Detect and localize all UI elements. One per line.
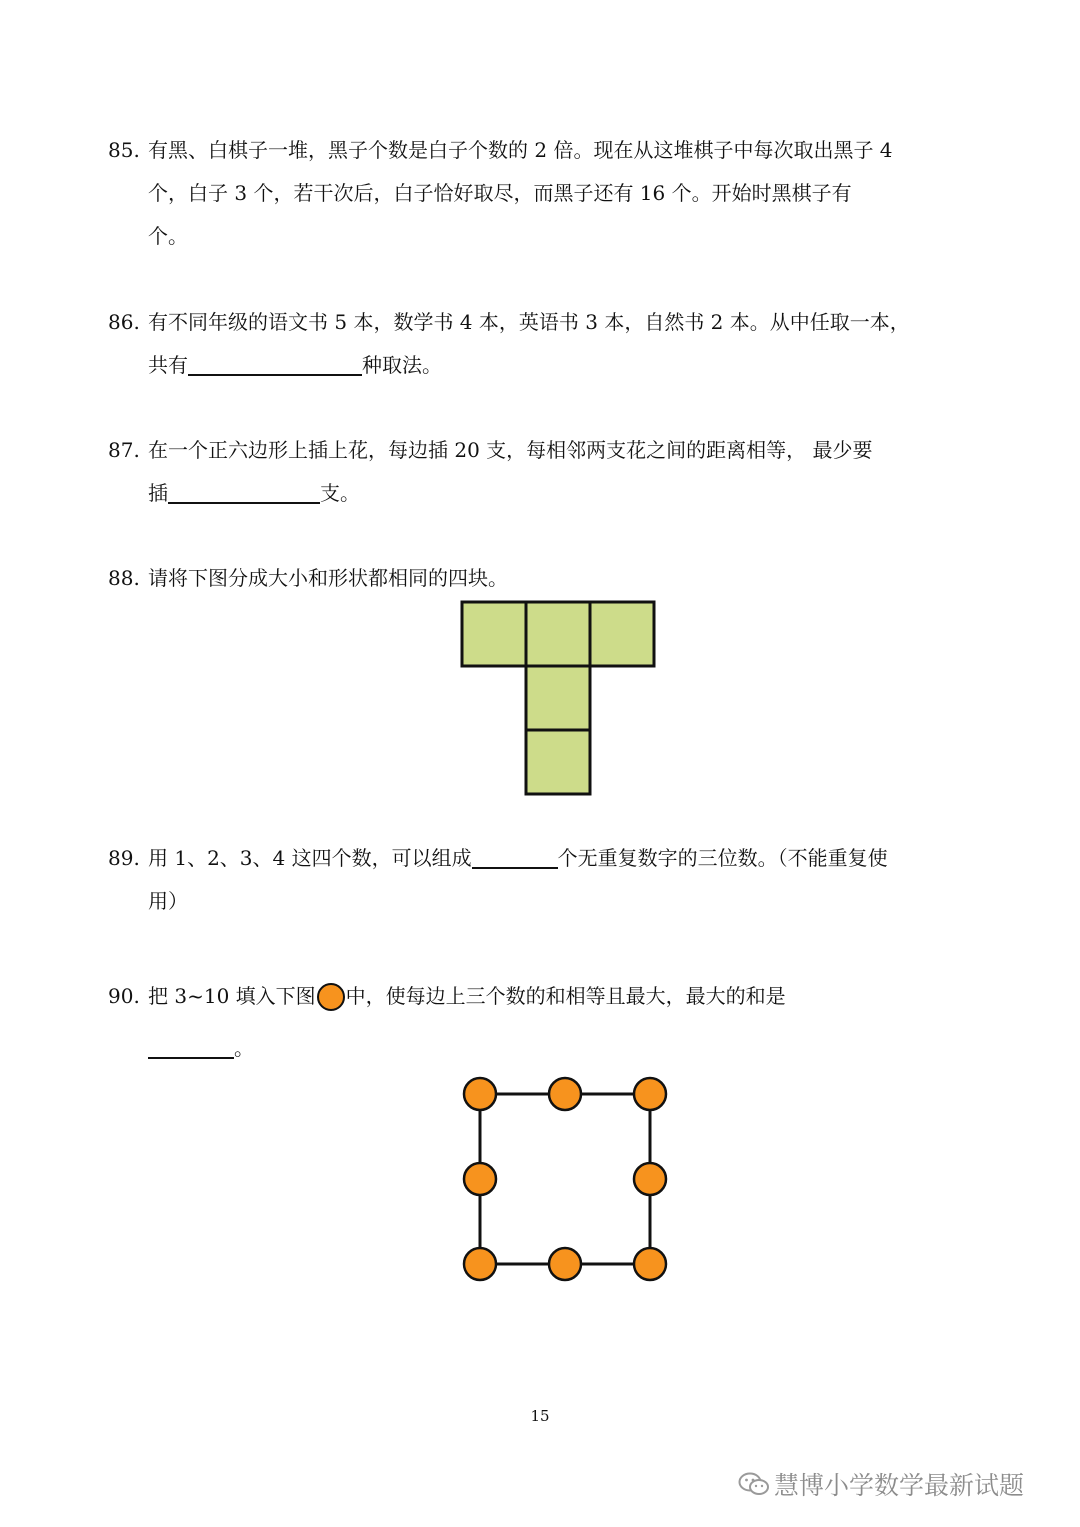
t-shape-figure (450, 590, 670, 810)
question-text: 。 (234, 1036, 254, 1060)
node-circle[interactable] (464, 1248, 496, 1280)
question-text: 个。 (148, 224, 188, 248)
question-number: 86. (108, 310, 140, 334)
question-85 (108, 129, 968, 258)
question-text: 请将下图分成大小和形状都相同的四块。 (148, 566, 508, 590)
question-text: 有黑、白棋子一堆，黑子个数是白子个数的 2 倍。现在从这堆棋子中每次取出黑子 4 (148, 138, 893, 162)
question-text: 在一个正六边形上插上花，每边插 20 支，每相邻两支花之间的距离相等， 最少要 (148, 438, 873, 462)
answer-blank[interactable] (472, 845, 558, 869)
wechat-icon (738, 1471, 770, 1497)
t-cell-top-left (462, 602, 526, 666)
square-outline (480, 1094, 650, 1264)
page-number: 15 (530, 1407, 550, 1425)
question-text: 用 1、2、3、4 这四个数，可以组成 (148, 846, 472, 870)
question-text: 中，使每边上三个数的和相等且最大，最大的和是 (345, 984, 786, 1008)
t-cell-stem-upper (526, 666, 590, 730)
question-text: 用） (148, 889, 188, 913)
t-cell-stem-lower (526, 730, 590, 794)
question-text: 把 3~10 填入下图 (148, 984, 316, 1008)
question-89 (108, 837, 968, 923)
answer-blank[interactable] (168, 480, 320, 504)
question-text: 支。 (320, 481, 360, 505)
answer-blank[interactable] (148, 1035, 234, 1059)
question-number: 90. (108, 984, 140, 1008)
node-circle[interactable] (549, 1078, 581, 1110)
question-90 (108, 975, 968, 1070)
node-circle[interactable] (464, 1163, 496, 1195)
t-shape (462, 602, 654, 794)
question-text: 种取法。 (362, 353, 442, 377)
question-number: 85. (108, 138, 140, 162)
question-text: 有不同年级的语文书 5 本，数学书 4 本，英语书 3 本，自然书 2 本。从中任取一本， (148, 310, 910, 334)
watermark (738, 1466, 1024, 1502)
t-cell-top-middle (526, 602, 590, 666)
node-circle[interactable] (464, 1078, 496, 1110)
node-circle[interactable] (634, 1163, 666, 1195)
node-circle[interactable] (634, 1078, 666, 1110)
answer-blank[interactable] (188, 352, 362, 376)
question-text: 个无重复数字的三位数。（不能重复使 (557, 846, 888, 870)
question-number: 87. (108, 438, 140, 462)
question-text: 个，白子 3 个，若干次后，白子恰好取尽，而黑子还有 16 个。开始时黑棋子有 (148, 181, 852, 205)
square-circles-figure (450, 1064, 680, 1294)
node-circle[interactable] (634, 1248, 666, 1280)
question-number: 88. (108, 566, 140, 590)
node-circle[interactable] (549, 1248, 581, 1280)
t-cell-top-right (590, 602, 654, 666)
question-number: 89. (108, 846, 140, 870)
question-text: 插 (148, 481, 168, 505)
question-87 (108, 429, 968, 515)
question-text: 共有 (148, 353, 188, 377)
watermark-text: 慧博小学数学最新试题 (774, 1471, 1025, 1500)
orange-circle-icon (317, 983, 345, 1011)
question-86 (108, 301, 968, 387)
